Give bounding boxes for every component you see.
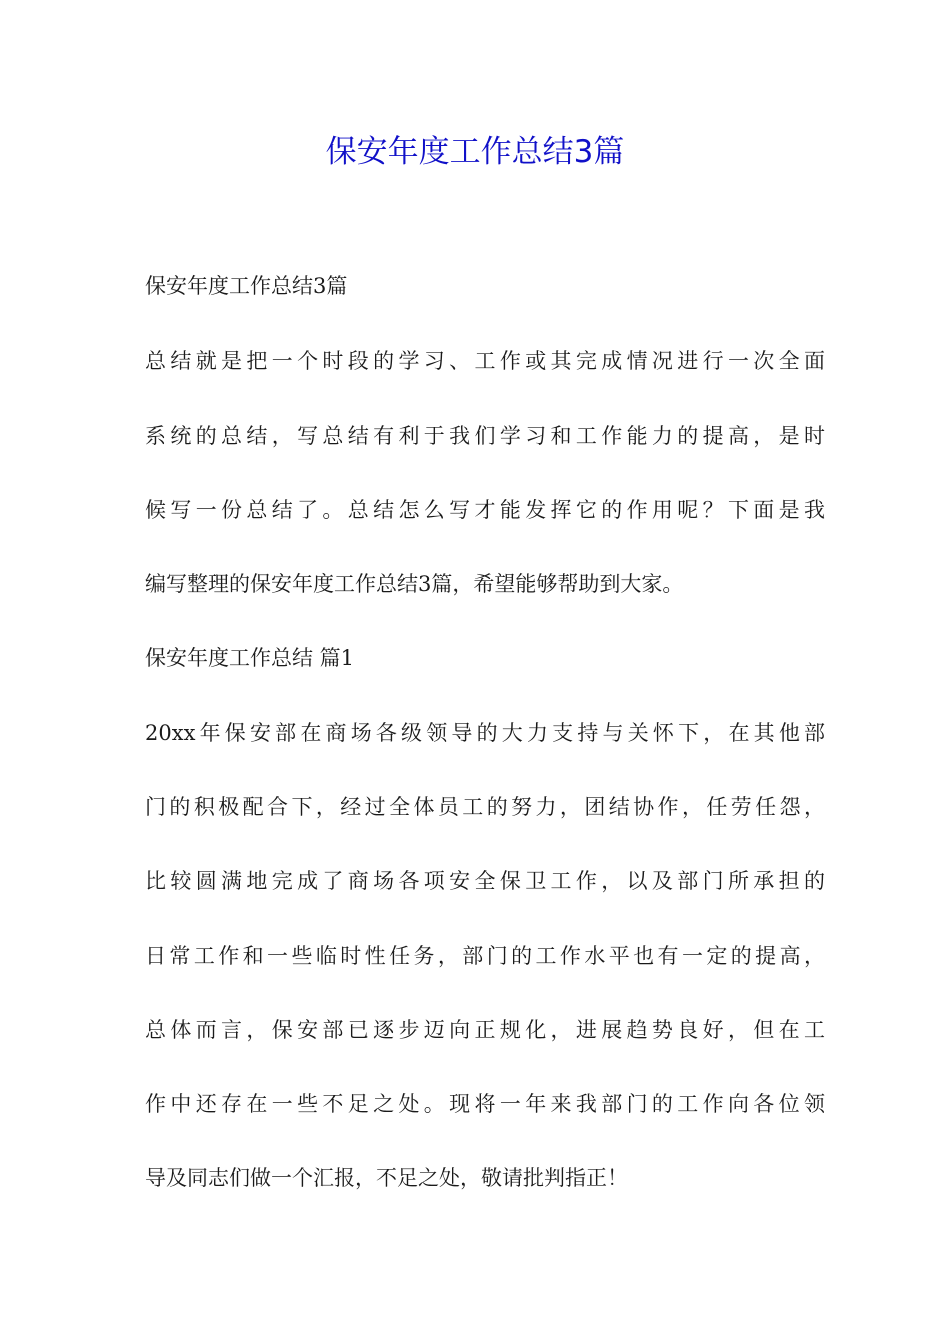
section-line: 日常工作和一些临时性任务，部门的工作水平也有一定的提高， (145, 944, 825, 968)
section-heading: 保安年度工作总结 篇1 (145, 646, 355, 670)
intro-line: 编写整理的保安年度工作总结3篇，希望能够帮助到大家。 (145, 572, 684, 596)
intro-line: 候写一份总结了。总结怎么写才能发挥它的作用呢？下面是我 (145, 498, 825, 522)
section-line: 20xx年保安部在商场各级领导的大力支持与关怀下，在其他部 (145, 721, 825, 745)
section-line: 作中还存在一些不足之处。现将一年来我部门的工作向各位领 (145, 1092, 825, 1116)
section-line: 比较圆满地完成了商场各项安全保卫工作，以及部门所承担的 (145, 869, 825, 893)
intro-line: 系统的总结，写总结有利于我们学习和工作能力的提高，是时 (145, 424, 825, 448)
document-subtitle: 保安年度工作总结3篇 (145, 274, 348, 298)
section-line: 导及同志们做一个汇报，不足之处，敬请批判指正！ (145, 1166, 628, 1190)
intro-line: 总结就是把一个时段的学习、工作或其完成情况进行一次全面 (145, 349, 825, 373)
document-title: 保安年度工作总结3篇 (325, 134, 625, 170)
section-line: 门的积极配合下，经过全体员工的努力，团结协作，任劳任怨， (145, 795, 825, 819)
section-line: 总体而言，保安部已逐步迈向正规化，进展趋势良好，但在工 (145, 1018, 825, 1042)
